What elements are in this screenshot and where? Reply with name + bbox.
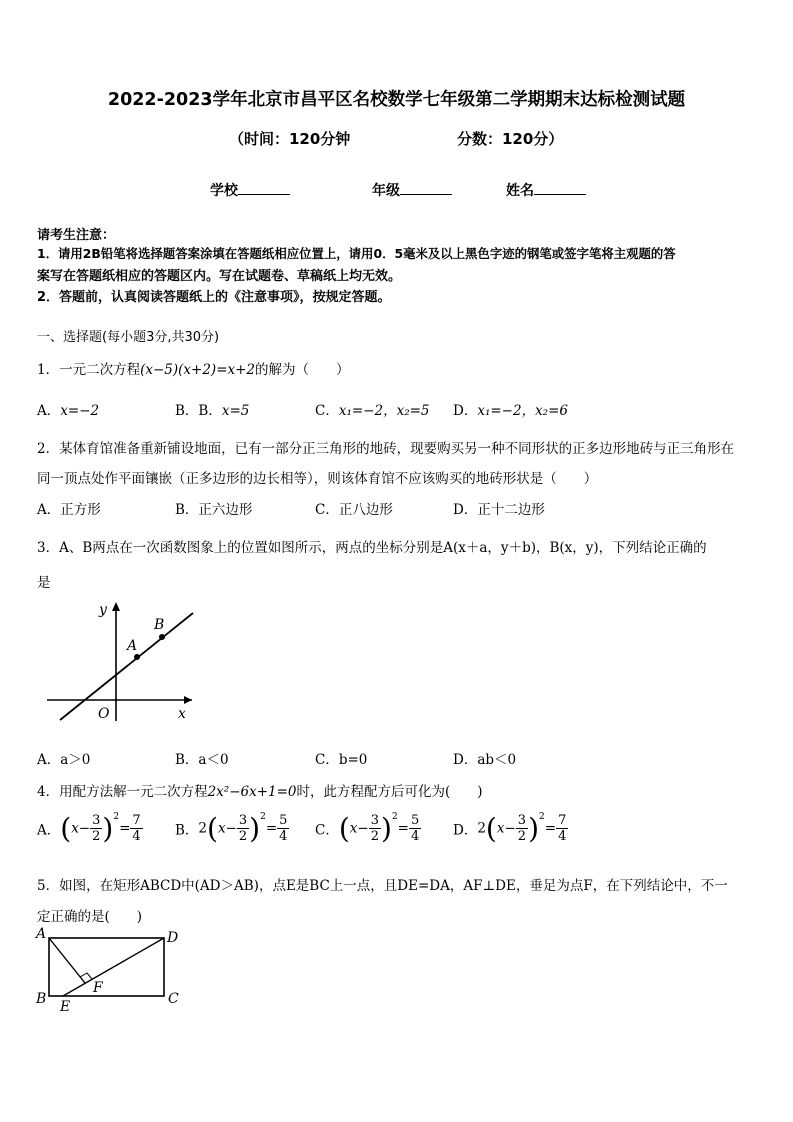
- section-heading: 一、选择题(每小题3分,共30分): [37, 330, 220, 345]
- segment-de: [63, 938, 164, 996]
- x-axis-arrow: [184, 696, 192, 704]
- y-label: y: [99, 602, 107, 618]
- q5-figure: [33, 925, 193, 1017]
- q1-option-c[interactable]: C．x₁=−2，x₂=5: [315, 403, 430, 419]
- question-1: [37, 358, 350, 378]
- question-5-line-1: 5．如图，在矩形ABCD中(AD＞AB)，点E是BC上一点，且DE=DA，AF⊥DE，垂足为点F，在下列结论中，不一: [37, 878, 728, 894]
- y-axis-arrow: [112, 602, 120, 611]
- b-label: B: [154, 617, 165, 633]
- q3-option-c[interactable]: C．b=0: [315, 752, 368, 768]
- segment-af: [49, 938, 85, 983]
- exam-title: 2022-2023学年北京市昌平区名校数学七年级第二学期期末达标检测试题: [107, 90, 686, 110]
- q1-option-b[interactable]: B．B．x=5: [175, 403, 250, 419]
- q3-figure: [40, 598, 200, 730]
- question-3-line-2: 是: [37, 575, 51, 591]
- label-e: E: [60, 999, 71, 1015]
- q4-option-b[interactable]: B．2(x− $\frac{3}{2}$ )$^2$= $\frac{5}{4}$: [175, 812, 288, 845]
- notice-line-2: 案写在答题纸相应的答题区内。写在试题卷、草稿纸上均无效。: [37, 269, 402, 284]
- x-label: x: [178, 706, 186, 722]
- question-4: 4．用配方法解一元二次方程2x²−6x+1=0时，此方程配方后可化为( ): [37, 784, 483, 800]
- label-f: F: [93, 980, 103, 996]
- rectangle-abcd: [49, 938, 164, 996]
- question-2-line-2: 同一顶点处作平面镶嵌（正多边形的边长相等），则该体育馆不应该购买的地砖形状是（ ）: [37, 471, 598, 487]
- q3-option-a[interactable]: A．a＞0: [37, 752, 91, 768]
- q4-equation: 2x²−6x+1=0: [207, 784, 297, 800]
- q4-option-c[interactable]: C．(x− $\frac{3}{2}$ )$^2$= $\frac{5}{4}$: [315, 812, 420, 845]
- exam-time: （时间：120分钟: [229, 130, 351, 148]
- q2-option-c[interactable]: C．正八边形: [315, 502, 393, 518]
- q3-option-b[interactable]: B．a＜0: [175, 752, 229, 768]
- notice-line-3: 2．答题前，认真阅读答题纸上的《注意事项》，按规定答题。: [37, 290, 391, 305]
- name-field: 姓名: [506, 180, 586, 200]
- question-5-line-2: 定正确的是( ): [37, 909, 143, 925]
- question-3-line-1: 3．A、B两点在一次函数图象上的位置如图所示，两点的坐标分别是A(x＋a，y＋b)，B(x，y)，下列结论正确的: [37, 540, 707, 556]
- q4-option-d[interactable]: D．2(x− $\frac{3}{2}$ )$^2$= $\frac{7}{4}$: [453, 812, 567, 845]
- a-label: A: [127, 638, 138, 654]
- notice-line-1: 1．请用2B铅笔将选择题答案涂填在答题纸相应位置上，请用0．5毫米及以上黑色字迹的钢笔或签字笔将主观题的答: [37, 246, 676, 261]
- notice-heading: 请考生注意：: [37, 228, 116, 243]
- point-b: [159, 634, 165, 640]
- q3-option-d[interactable]: D．ab＜0: [453, 752, 517, 768]
- q1-equation: (x−5)(x+2)=x+2: [140, 362, 256, 378]
- origin-label: O: [98, 706, 110, 722]
- label-b: B: [36, 991, 47, 1007]
- label-d: D: [167, 930, 179, 946]
- label-a: A: [36, 926, 47, 942]
- grade-field: 年级: [372, 180, 452, 200]
- question-2-line-1: 2．某体育馆准备重新铺设地面，已有一部分正三角形的地砖，现要购买另一种不同形状的正多边形地砖与正三角形在: [37, 441, 735, 457]
- q2-option-a[interactable]: A．正方形: [37, 502, 101, 518]
- label-c: C: [168, 991, 179, 1007]
- q1-prefix: 1．一元二次方程: [37, 362, 141, 378]
- q1-option-d[interactable]: D．x₁=−2，x₂=6: [453, 403, 568, 419]
- q2-option-b[interactable]: B．正六边形: [175, 502, 253, 518]
- q2-option-d[interactable]: D．正十二边形: [453, 502, 545, 518]
- school-field: 学校: [210, 180, 290, 200]
- q4-option-a[interactable]: A．(x− $\frac{3}{2}$ )$^2$= $\frac{7}{4}$: [37, 812, 141, 845]
- q1-option-a[interactable]: A．x=−2: [37, 403, 100, 419]
- q1-suffix: 的解为（ ）: [255, 362, 350, 378]
- point-a: [134, 654, 140, 660]
- exam-score: 分数：120分）: [457, 130, 564, 148]
- function-line: [60, 613, 193, 720]
